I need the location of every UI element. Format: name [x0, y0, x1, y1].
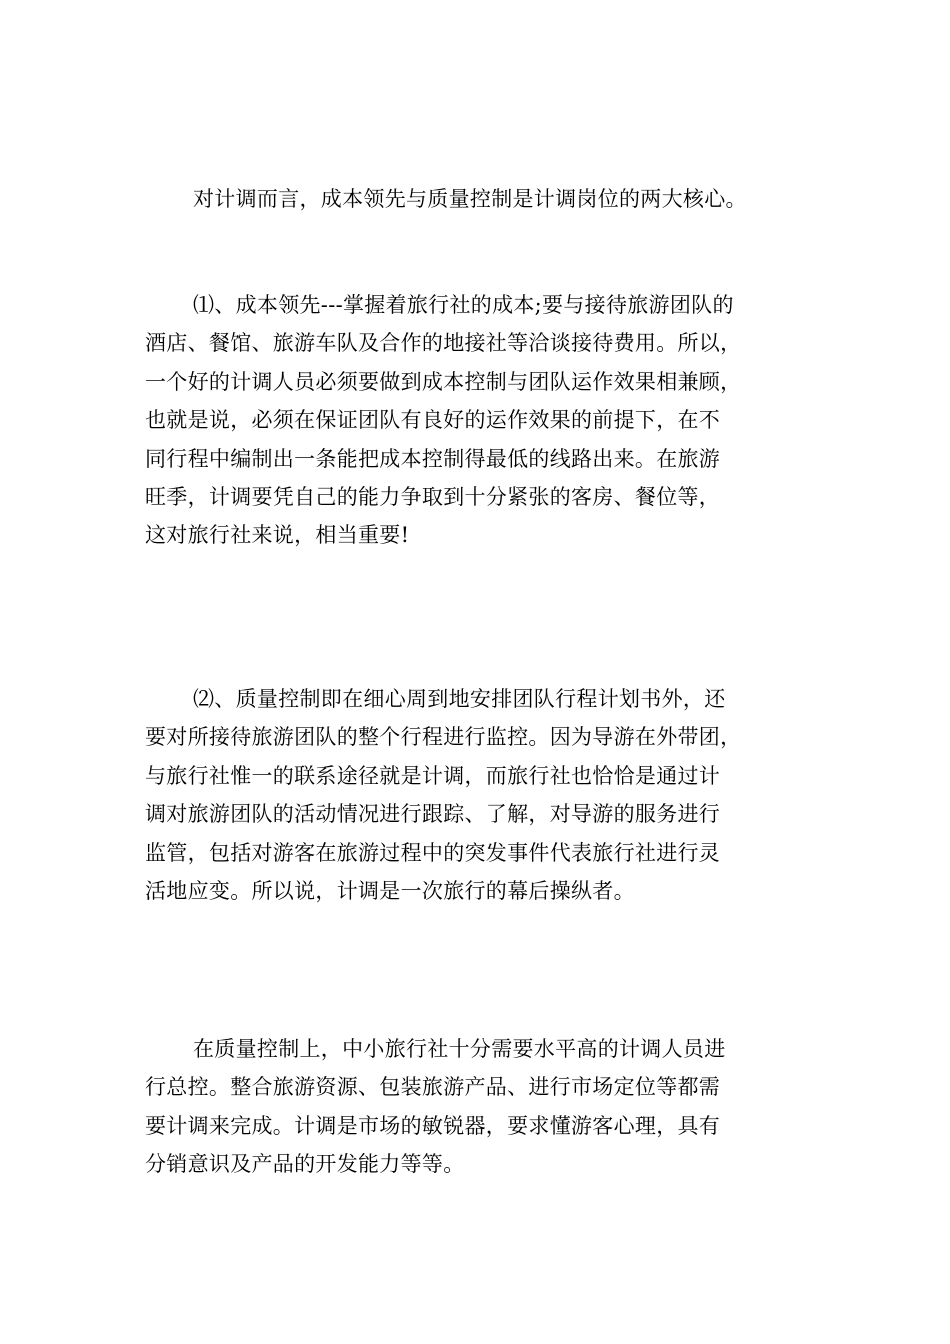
text-line: 酒店、餐馆、旅游车队及合作的地接社等洽谈接待费用。所以，: [145, 331, 742, 356]
paragraph-quality-control: [145, 680, 815, 910]
text-line: 一个好的计调人员必须要做到成本控制与团队运作效果相兼顾，: [145, 369, 742, 394]
text-line: 在质量控制上，中小旅行社十分需要水平高的计调人员进: [193, 1037, 726, 1061]
text-line: 调对旅游团队的活动情况进行跟踪、了解，对导游的服务进行: [145, 802, 721, 827]
paragraph-intro: [145, 180, 815, 218]
text-line: 这对旅行社来说，相当重要!: [145, 523, 410, 548]
text-line: 旺季，计调要凭自己的能力争取到十分紧张的客房、餐位等，: [145, 485, 721, 510]
text-line: 监管，包括对游客在旅游过程中的突发事件代表旅行社进行灵: [145, 840, 721, 865]
text-line: 对计调而言，成本领先与质量控制是计调岗位的两大核心。: [193, 187, 747, 211]
text-line: 要计调来完成。计调是市场的敏锐器，要求懂游客心理，具有: [145, 1113, 721, 1138]
text-line: 分销意识及产品的开发能力等等。: [145, 1152, 465, 1177]
paragraph-cost-leadership: [145, 286, 815, 555]
text-line: 行总控。整合旅游资源、包装旅游产品、进行市场定位等都需: [145, 1075, 721, 1100]
paragraph-small-agencies: [145, 1030, 815, 1184]
text-line: 与旅行社惟一的联系途径就是计调，而旅行社也恰恰是通过计: [145, 763, 721, 788]
text-line: ⑴、成本领先---掌握着旅行社的成本;要与接待旅游团队的: [193, 293, 734, 317]
text-line: 要对所接待旅游团队的整个行程进行监控。因为导游在外带团，: [145, 725, 742, 750]
text-line: ⑵、质量控制即在细心周到地安排团队行程计划书外，还: [193, 687, 726, 711]
text-line: 也就是说，必须在保证团队有良好的运作效果的前提下，在不: [145, 408, 721, 433]
text-line: 活地应变。所以说，计调是一次旅行的幕后操纵者。: [145, 879, 635, 904]
text-line: 同行程中编制出一条能把成本控制得最低的线路出来。在旅游: [145, 446, 721, 471]
